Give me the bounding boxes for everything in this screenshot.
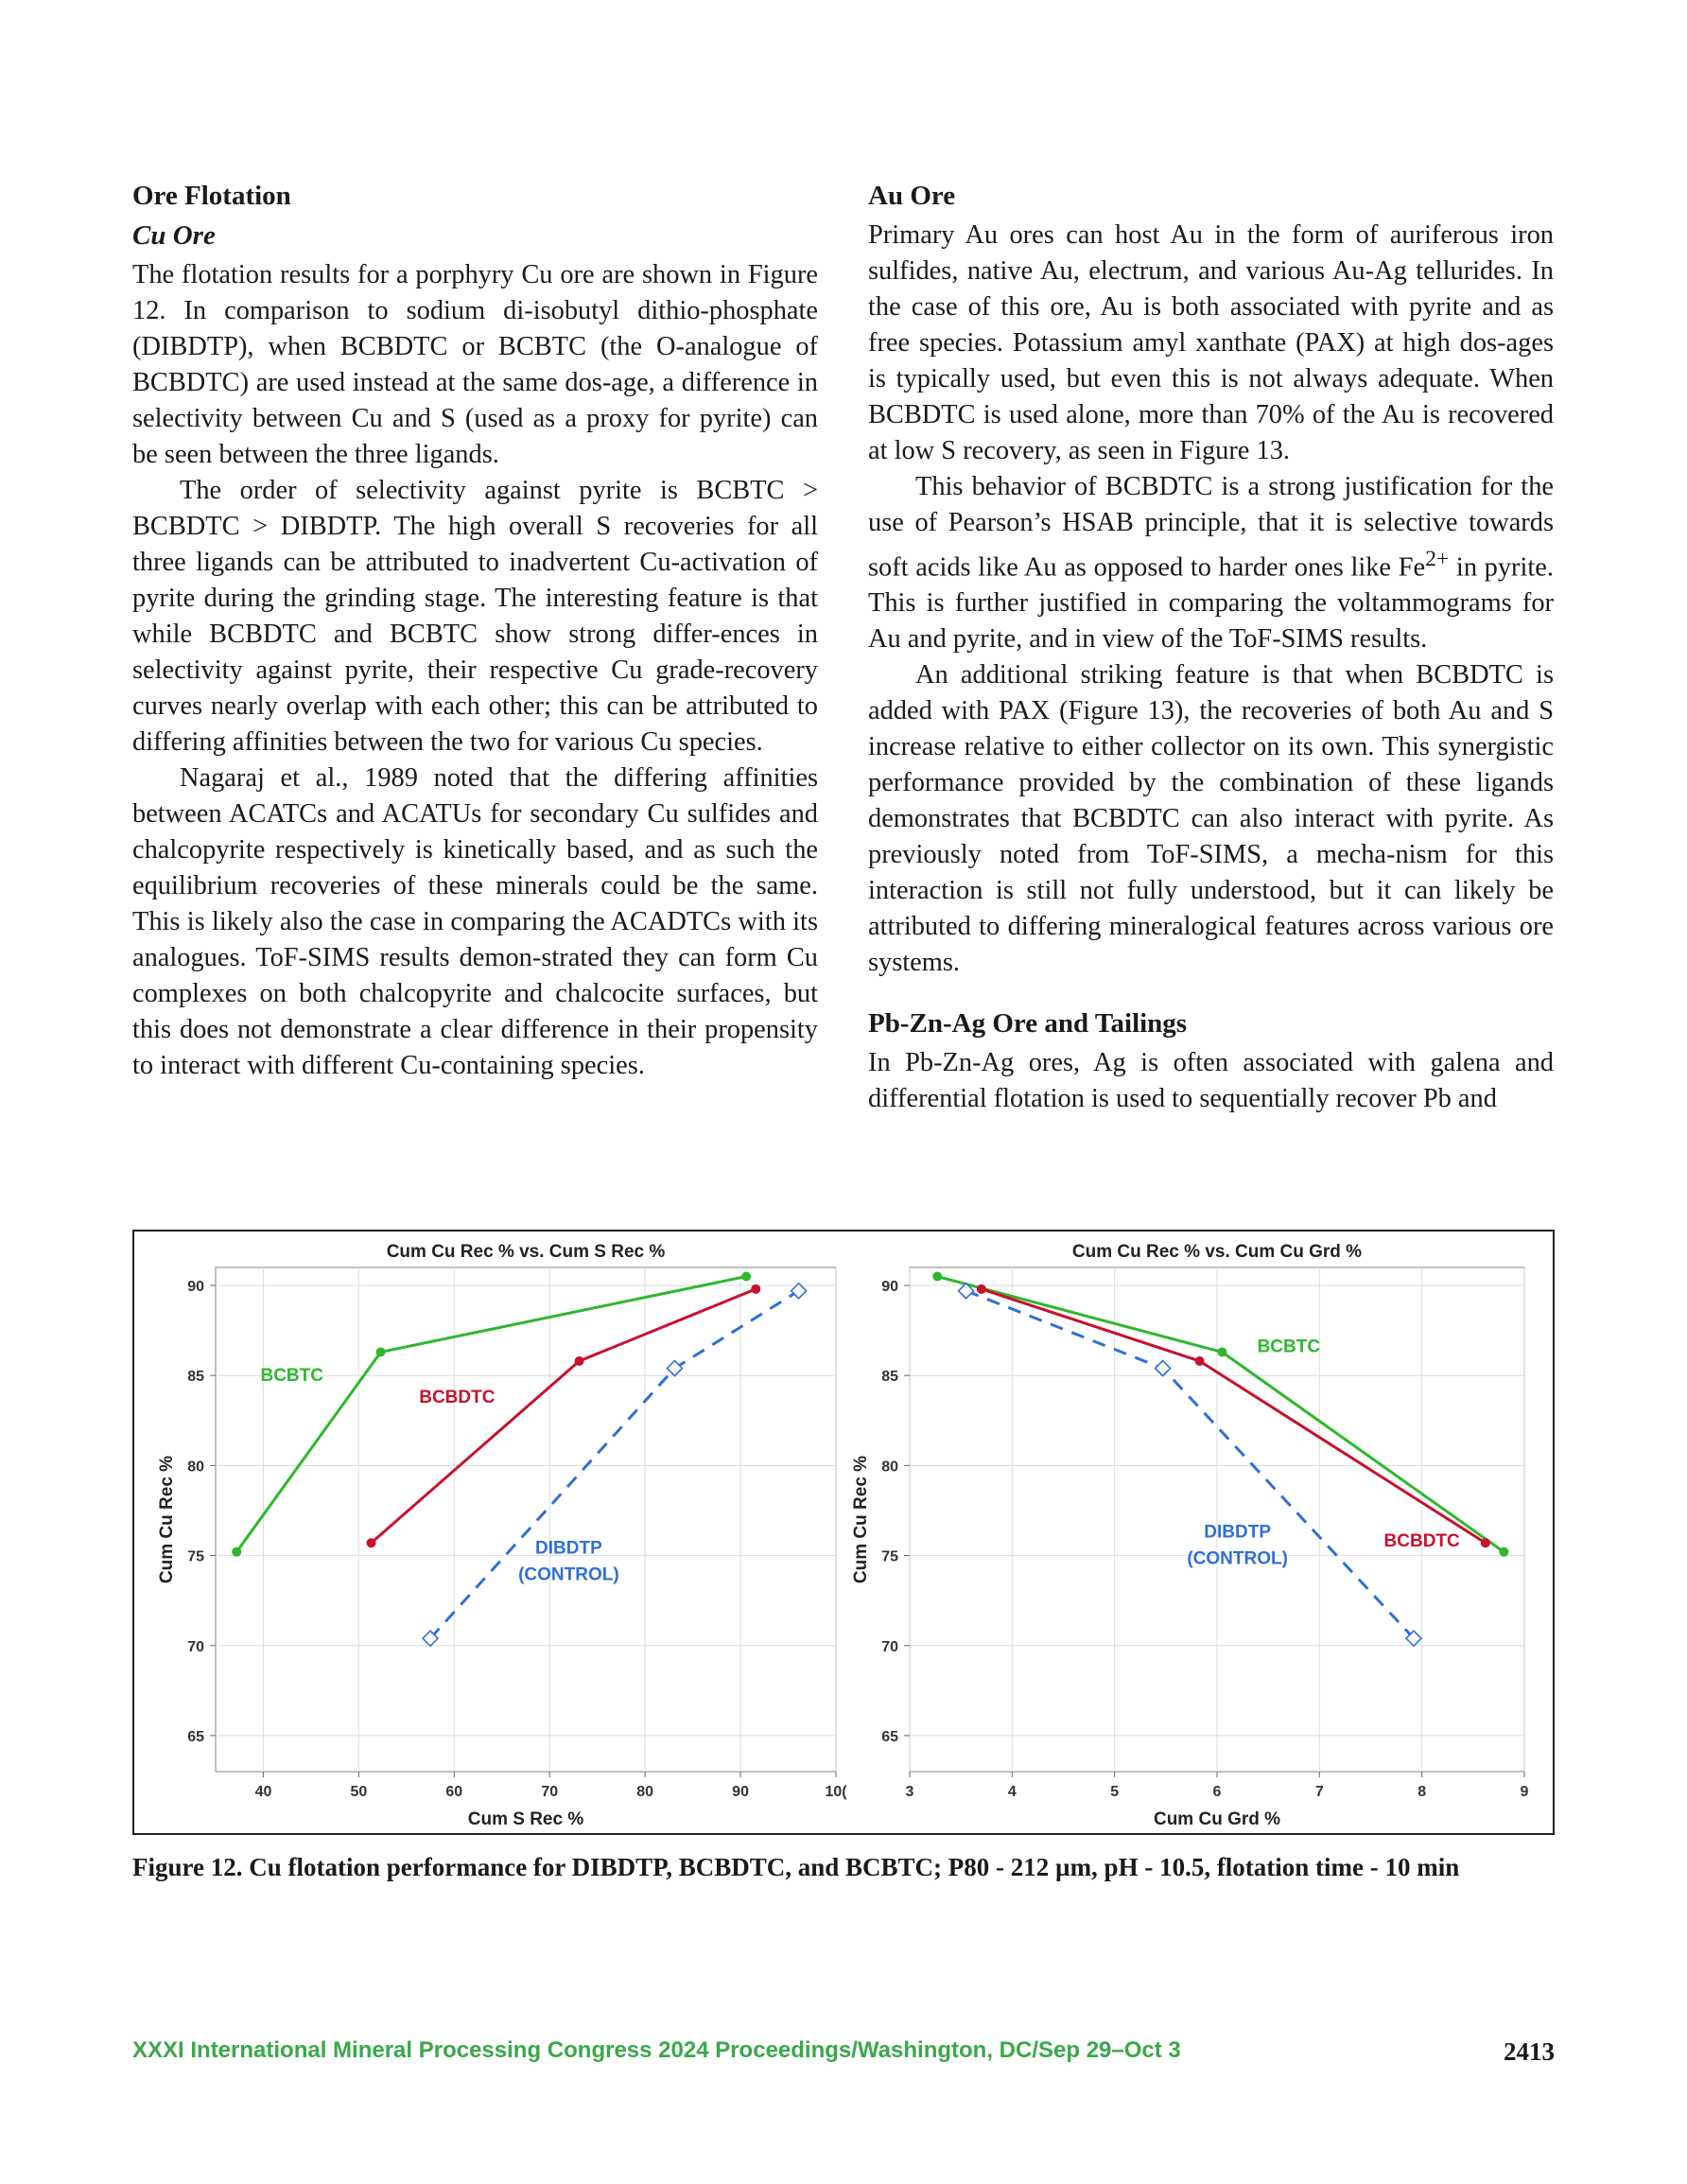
x-tick-label-right: 6	[1212, 1784, 1222, 1800]
x-tick-label-right: 8	[1417, 1784, 1427, 1800]
chart-left	[157, 1242, 847, 1829]
section-heading-pb-zn-ag: Pb-Zn-Ag Ore and Tailings	[868, 1008, 1188, 1040]
data-point-bcbtc-right	[1499, 1547, 1508, 1557]
x-tick-label-left: 70	[541, 1784, 559, 1800]
paragraph-cu-ore-1: The flotation results for a porphyry Cu ore are shown in Figure 12. In comparison to sodium di-isobutyl dithio-phosphate (DIBDTP), when BCBDTC or BCBTC (the O-analogue of BCBDTC) are used instead at the same dos-age, a difference in selectivity between Cu and S (used as a proxy for pyrite) can be seen between the three ligands.	[132, 260, 818, 469]
y-tick-label-right: 65	[881, 1728, 898, 1745]
data-point-bcbdtc-left	[751, 1284, 760, 1294]
page-footer	[132, 2037, 1555, 2071]
y-tick-label-left: 75	[187, 1548, 204, 1565]
paragraph-cu-ore-2: The order of selectivity against pyrite is BCBTC > BCBDTC > DIBDTP. The high overall S recoveries for all three ligands can be attributed to inadvertent Cu-activation of pyrite during the grinding stage. The interesting feature is that while BCBDTC and BCBTC show strong differ-ences in selectivity against pyrite, their respective Cu grade-recovery curves nearly overlap with each other; this can be attributed to differing affinities between the two for various Cu species.	[132, 476, 818, 757]
y-tick-label-left: 80	[187, 1459, 204, 1476]
data-point-bcbtc-left	[741, 1272, 751, 1282]
paragraph-pb-zn-ag: In Pb-Zn-Ag ores, Ag is often associated with galena and differential flotation is used to sequentially recover Pb and	[868, 1048, 1554, 1114]
chart-right	[851, 1242, 1529, 1829]
series-label-bcbdtc-right: BCBDTC	[1383, 1531, 1460, 1552]
x-axis-label-right: Cum Cu Grd %	[1153, 1809, 1281, 1829]
data-point-bcbdtc-left	[575, 1356, 584, 1366]
series-label-bcbtc-left: BCBTC	[260, 1365, 323, 1386]
data-point-bcbdtc-left	[367, 1538, 376, 1547]
figure-12-charts	[134, 1232, 1553, 1833]
left-column	[132, 168, 818, 1084]
x-tick-label-right: 5	[1110, 1784, 1120, 1800]
y-tick-label-right: 70	[881, 1638, 898, 1655]
x-tick-label-right: 9	[1520, 1784, 1529, 1800]
data-point-bcbdtc-right	[977, 1284, 986, 1294]
series-label-dibdtp-left: (CONTROL)	[518, 1564, 619, 1585]
right-column	[868, 168, 1554, 1117]
y-tick-label-right: 90	[881, 1279, 898, 1296]
data-point-bcbdtc-right	[1481, 1538, 1490, 1547]
x-tick-label-left: 40	[254, 1784, 272, 1800]
paragraph-au-ore-2	[868, 469, 1554, 657]
x-tick-label-left: 80	[636, 1784, 654, 1800]
x-tick-label-left: 90	[732, 1784, 749, 1800]
figure-caption: Figure 12. Cu flotation performance for DIBDTP, BCBDTC, and BCBTC; P80 - 212 µm, pH - 10.5, flotation time - 10 min	[132, 1853, 1460, 1881]
data-point-bcbdtc-right	[1195, 1356, 1205, 1366]
page-number: 2413	[1504, 2037, 1555, 2066]
x-tick-label-left: 60	[445, 1784, 463, 1800]
y-tick-label-right: 85	[881, 1369, 898, 1386]
x-tick-label-right: 3	[905, 1784, 914, 1800]
series-label-dibdtp-right: (CONTROL)	[1187, 1548, 1288, 1569]
paragraph-au-ore-3: An additional striking feature is that when BCBDTC is added with PAX (Figure 13), the recoveries of both Au and S increase relative to either collector on its own. This synergistic performance provided by the combination of these ligands demonstrates that BCBDTC can also interact with pyrite. As previously noted from ToF-SIMS, a mecha-nism for this interaction is still not fully understood, but it can likely be attributed to differing mineralogical features across various ore systems.	[868, 660, 1554, 978]
subheading-cu-ore: Cu Ore	[132, 220, 216, 251]
superscript-charge: 2+	[1425, 547, 1450, 571]
data-point-bcbtc-right	[932, 1272, 942, 1282]
section-heading-au-ore: Au Ore	[868, 181, 956, 211]
chart-title-right: Cum Cu Rec % vs. Cum Cu Grd %	[1071, 1242, 1363, 1262]
data-point-bcbtc-right	[1217, 1347, 1226, 1356]
data-point-bcbtc-left	[376, 1347, 386, 1356]
y-tick-label-left: 70	[187, 1638, 204, 1655]
y-tick-label-left: 90	[187, 1279, 204, 1296]
paragraph-au-ore-1: Primary Au ores can host Au in the form of auriferous iron sulfides, native Au, electrum, and various Au-Ag tellurides. In the case of this ore, Au is both associated with pyrite and as free species. Potassium amyl xanthate (PAX) at high dos-ages is typically used, but even this is not always adequate. When BCBDTC is used alone, more than 70% of the Au is recovered at low S recovery, as seen in Figure 13.	[868, 220, 1554, 465]
y-axis-label-right: Cum Cu Rec %	[851, 1455, 871, 1584]
paragraph-au-ore-2-part-a: This behavior of BCBDTC is a strong justification for the use of Pearson’s HSAB principle, that it is selective towards soft acids like Au as opposed to harder ones like Fe	[868, 472, 1554, 583]
x-tick-label-right: 7	[1314, 1784, 1324, 1800]
paragraph-cu-ore-3: Nagaraj et al., 1989 noted that the differing affinities between ACATCs and ACATUs for secondary Cu sulfides and chalcopyrite respectively is kinetically based, and as such the equilibrium recoveries of these minerals could be the same. This is likely also the case in comparing the ACADTCs with its analogues. ToF-SIMS results demon-strated they can form Cu complexes on both chalcopyrite and chalcocite surfaces, but this does not demonstrate a clear difference in their propensity to interact with different Cu-containing species.	[132, 763, 818, 1080]
x-axis-label-left: Cum S Rec %	[467, 1809, 584, 1829]
x-tick-label-left: 10(	[825, 1784, 847, 1800]
y-axis-label-left: Cum Cu Rec %	[157, 1455, 177, 1584]
footer-conference-text: XXXI International Mineral Processing Congress 2024 Proceedings/Washington, DC/Sep 29–Oct 3	[132, 2037, 1181, 2063]
y-tick-label-left: 65	[187, 1728, 204, 1745]
series-label-dibdtp-right: DIBDTP	[1204, 1522, 1272, 1543]
x-tick-label-right: 4	[1007, 1784, 1017, 1800]
chart-title-left: Cum Cu Rec % vs. Cum S Rec %	[386, 1242, 666, 1262]
y-tick-label-right: 80	[881, 1459, 898, 1476]
paragraph-au-ore-2-part-b: in pyrite. This is further justified in comparing the voltammograms for Au and pyrite, and in view of the ToF-SIMS results.	[868, 552, 1554, 655]
series-label-dibdtp-left: DIBDTP	[535, 1538, 602, 1559]
data-point-bcbtc-left	[232, 1547, 241, 1557]
plot-area-left	[216, 1267, 836, 1772]
y-tick-label-right: 75	[881, 1548, 898, 1565]
section-heading-ore-flotation: Ore Flotation	[132, 181, 291, 211]
series-label-bcbtc-right: BCBTC	[1257, 1337, 1321, 1357]
series-label-bcbdtc-left: BCBDTC	[419, 1387, 496, 1407]
x-tick-label-left: 50	[350, 1784, 368, 1800]
y-tick-label-left: 85	[187, 1369, 204, 1386]
figure-12	[132, 1230, 1555, 1835]
